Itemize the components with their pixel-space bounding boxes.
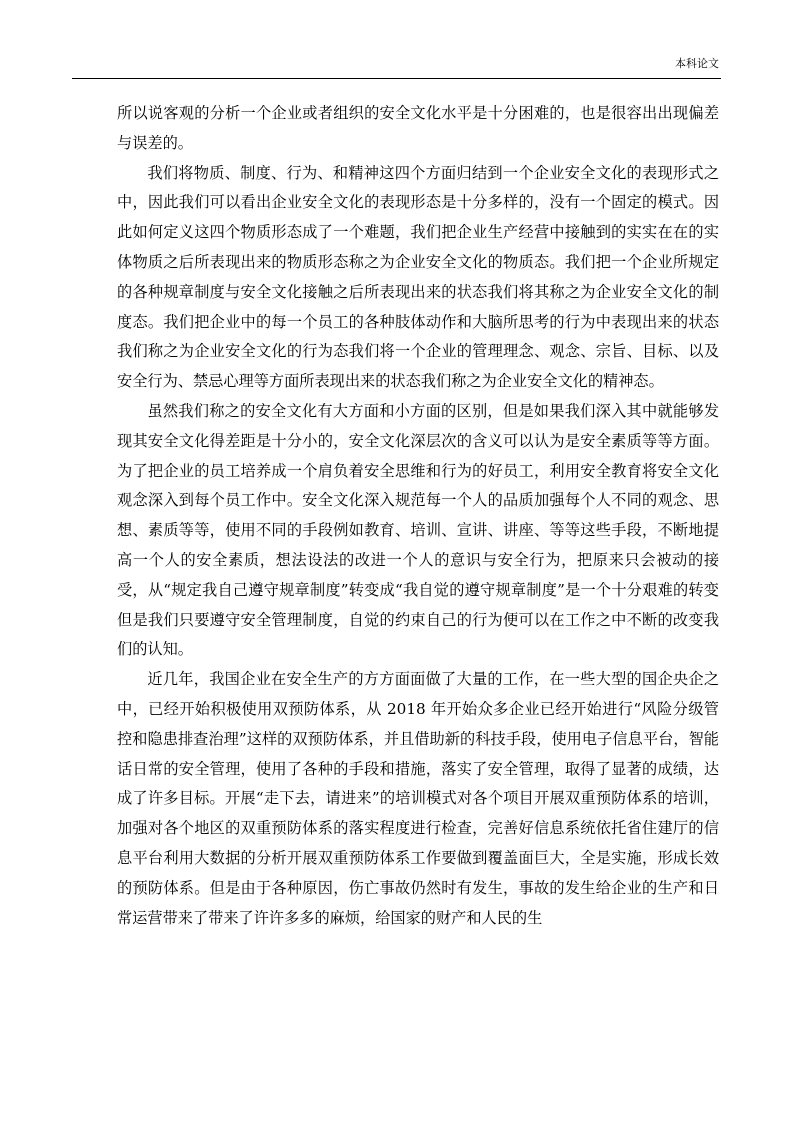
header-title: 本科论文 [675,57,719,70]
page-header [72,56,721,79]
paragraph-1: 所以说客观的分析一个企业或者组织的安全文化水平是十分困难的，也是很容出出现偏差与误差的。 [117,104,719,152]
paragraph-2: 我们将物质、制度、行为、和精神这四个方面归结到一个企业安全文化的表现形式之中，因此我们可以看出企业安全文化的表现形态是十分多样的，没有一个固定的模式。因此如何定义这四个物质形态成了一个难题，我们把企业生产经营中接触到的实实在在的实体物质之后所表现出来的物质形态称之为企业安全文化的物质态。我们把一个企业所规定的各种规章制度与安全文化接触之后所表现出来的状态我们将其称之为企业安全文化的制度态。我们把企业中的每一个员工的各种肢体动作和大脑所思考的行为中表现出来的状态我们称之为企业安全文化的行为态我们将一个企业的管理理念、观念、宗旨、目标、以及安全行为、禁忌心理等方面所表现出来的状态我们称之为企业安全文化的精神态。 [117,163,719,391]
paragraph-3: 虽然我们称之的安全文化有大方面和小方面的区别，但是如果我们深入其中就能够发现其安全文化得差距是十分小的，安全文化深层次的含义可以认为是安全素质等等方面。为了把企业的员工培养成一个肩负着安全思维和行为的好员工，利用安全教育将安全文化观念深入到每个员工作中。安全文化深入规范每一个人的品质加强每个人不同的观念、思想、素质等等，使用不同的手段例如教育、培训、宣讲、讲座、等等这些手段，不断地提高一个人的安全素质，想法设法的改进一个人的意识与安全行为，把原来只会被动的接受，从“规定我自己遵守规章制度”转变成“我自觉的遵守规章制度”是一个十分艰难的转变但是我们只要遵守安全管理制度，自觉的约束自己的行为便可以在工作之中不断的改变我们的认知。 [117,401,719,659]
paragraph-4: 近几年，我国企业在安全生产的方方面面做了大量的工作，在一些大型的国企央企之中，已经开始积极使用双预防体系，从 2018 年开始众多企业已经开始进行“风险分级管控和隐患排查治理”这样的双预防体系，并且借助新的科技手段，使用电子信息平台，智能话日常的安全管理，使用了各种的手段和措施，落实了安全管理，取得了显著的成绩，达成了许多目标。开展“走下去，请进来”的培训模式对各个项目开展双重预防体系的培训，加强对各个地区的双重预防体系的落实程度进行检查，完善好信息系统依托省住建厅的信息平台利用大数据的分析开展双重预防体系工作要做到覆盖面巨大，全是实施，形成长效的预防体系。但是由于各种原因，伤亡事故仍然时有发生，事故的发生给企业的生产和日常运营带来了带来了许许多多的麻烦，给国家的财产和人民的生 [117,670,719,927]
document-body [117,99,719,933]
